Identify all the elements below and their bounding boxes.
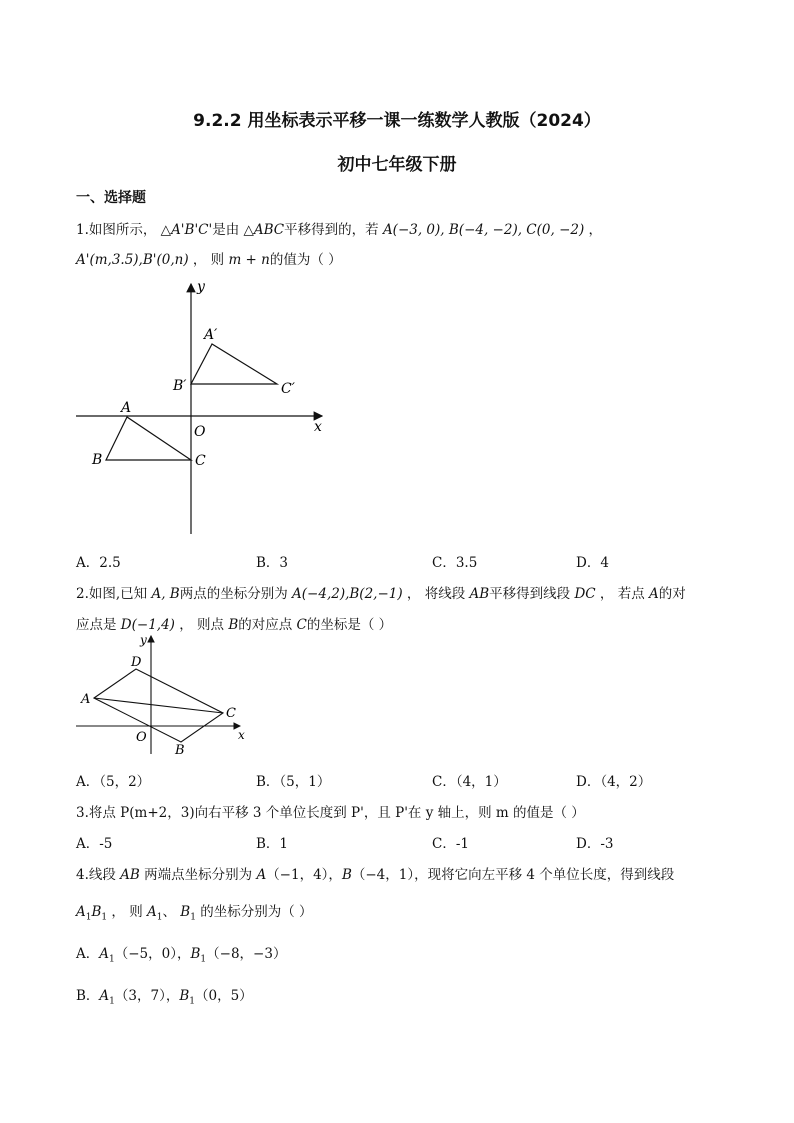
q2-label-x: x [238, 728, 245, 742]
q2-segment-ac [94, 698, 223, 713]
q1-option-b[interactable]: B．3 [256, 555, 289, 571]
q2-option-d[interactable]: D．（4，2） [576, 774, 652, 790]
q1-stem-line2: A'(m,3.5),B'(0,n) ， 则 m + n的值为（ ） [76, 252, 342, 268]
q1-label-c: C [195, 453, 206, 469]
q1-label-b: B [92, 452, 103, 468]
q4-stem-line2: $A_1B_1$ ， 则 $A_1$、 $B_1$ 的坐标分别为（ ） [76, 904, 313, 923]
q1-triangle-abc-prime [191, 344, 277, 384]
q2-label-a: A [81, 692, 91, 707]
q1-stem-line1: 1.如图所示， △A'B'C'是由 △ABC平移得到的，若 A(−3, 0), B(−4, −2), C(0, −2) ， [76, 222, 603, 238]
q3-option-b[interactable]: B．1 [256, 836, 289, 852]
q3-option-a[interactable]: A．-5 [76, 836, 113, 852]
q1-label-x: x [314, 419, 322, 435]
q4-option-b[interactable]: B．$A_1(3$，7），$B_1(0$，5） [76, 988, 253, 1007]
q3-option-c[interactable]: C．-1 [432, 836, 469, 852]
q3-option-d[interactable]: D．-3 [576, 836, 614, 852]
q1-label-o: O [194, 424, 206, 440]
q2-option-a[interactable]: A．（5，2） [76, 774, 151, 790]
q2-label-b: B [175, 743, 185, 758]
q4-stem-line1: 4.线段 AB 两端点坐标分别为 A（−1，4），B（−4，1），现将它向左平移 4 个单位长度，得到线段 [76, 867, 675, 883]
q2-stem-line1: 2.如图,已知 A, B两点的坐标分别为 A(−4,2),B(2,−1) ， 将线段 AB平移得到线段 DC ， 若点 A的对 [76, 586, 686, 602]
q1-label-a: A [121, 400, 132, 416]
q1-label-c-prime: C′ [281, 381, 295, 397]
q1-label-a-prime: A′ [204, 327, 218, 343]
q1-option-d[interactable]: D．4 [576, 555, 609, 571]
q1-option-c[interactable]: C．3.5 [432, 555, 478, 571]
q2-option-b[interactable]: B．（5，1） [256, 774, 331, 790]
q2-label-c: C [226, 706, 236, 721]
q1-label-y: y [197, 279, 205, 295]
q2-label-y: y [140, 633, 147, 647]
q2-figure [72, 632, 252, 757]
q2-label-o: O [136, 730, 147, 745]
q2-stem-line2: 应点是 D(−1,4) ， 则点 B的对应点 C的坐标是（ ） [76, 617, 393, 633]
q3-stem: 3.将点 P(m+2，3)向右平移 3 个单位长度到 P'，且 P'在 y 轴上，则 m 的值是（ ） [76, 805, 585, 821]
q1-option-a[interactable]: A．2.5 [76, 555, 121, 571]
doc-title-line1: 9.2.2 用坐标表示平移一课一练数学人教版（2024） [193, 111, 601, 131]
doc-title-line2: 初中七年级下册 [337, 155, 457, 175]
q1-label-b-prime: B′ [173, 378, 187, 394]
q2-label-d: D [131, 655, 142, 670]
q2-option-c[interactable]: C．（4，1） [432, 774, 507, 790]
q1-triangle-abc [106, 417, 191, 460]
section-heading: 一、选择题 [76, 190, 146, 206]
q1-figure [70, 278, 340, 538]
q4-option-a[interactable]: A．$A_1(-5$，0），$B_1(-8$，−3） [76, 946, 287, 965]
